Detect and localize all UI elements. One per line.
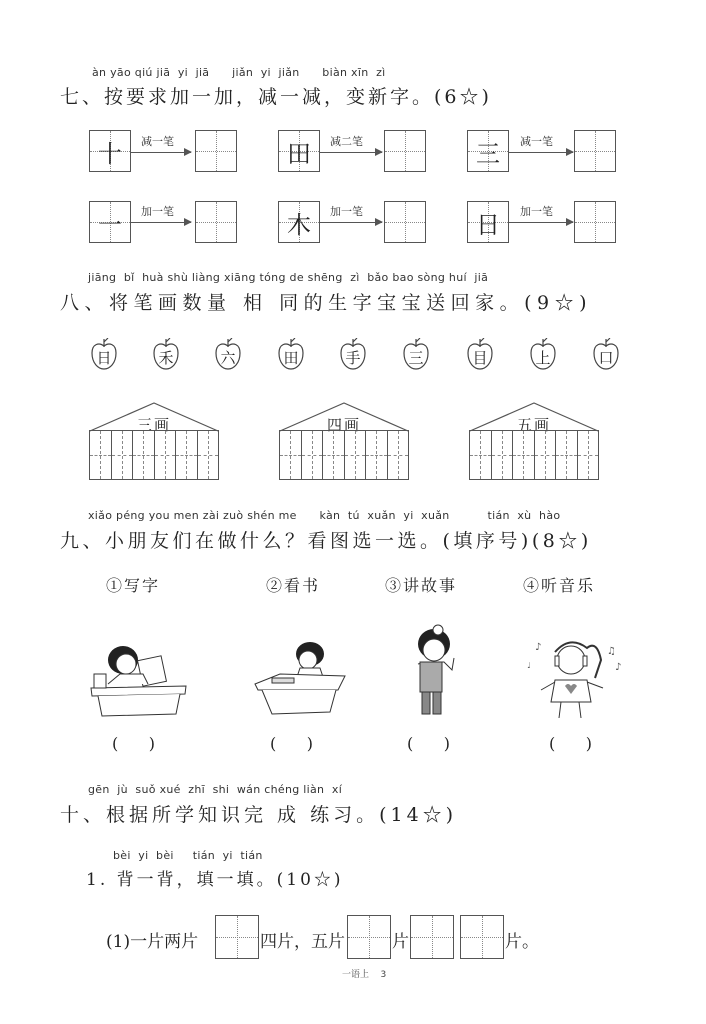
source-char-box: 一 <box>89 201 131 243</box>
apple-char[interactable]: 口 <box>591 338 621 370</box>
poem-text: 片 <box>392 932 409 952</box>
picture-girl-reading <box>88 640 188 722</box>
operation-label: 减二笔 <box>330 135 363 148</box>
source-char-box: 田 <box>278 130 320 172</box>
house-label: 三画 <box>136 416 171 434</box>
source-char-box: 十 <box>89 130 131 172</box>
house-five-strokes <box>469 402 599 482</box>
answer-blank[interactable]: ( ) <box>112 734 155 753</box>
option-4: ④听音乐 <box>523 576 596 595</box>
apple-char[interactable]: 三 <box>401 338 431 370</box>
section8-pinyin: jiāng bǐ huà shù liàng xiāng tóng de shēng zì bǎo bao sòng huí jiā <box>88 271 489 284</box>
operation-label: 加一笔 <box>330 205 363 218</box>
answer-box[interactable] <box>384 201 426 243</box>
source-char-box: 木 <box>278 201 320 243</box>
answer-box[interactable] <box>195 201 237 243</box>
operation-label: 减一笔 <box>141 135 174 148</box>
fill-box[interactable] <box>460 915 504 959</box>
operation-label: 加一笔 <box>141 205 174 218</box>
arrow-icon <box>320 222 382 223</box>
source-char-box: 三 <box>467 130 509 172</box>
answer-box[interactable] <box>574 201 616 243</box>
fill-box[interactable] <box>347 915 391 959</box>
answer-blank[interactable]: ( ) <box>270 734 313 753</box>
house-label: 四画 <box>326 416 361 434</box>
poem-text: (1)一片两片 <box>106 932 199 952</box>
operation-label: 减一笔 <box>520 135 553 148</box>
poem-text: 四片，五片 <box>260 932 345 952</box>
arrow-icon <box>509 222 573 223</box>
section8-title: 八、将笔画数量 相 同的生字宝宝送回家。(9☆) <box>60 292 592 314</box>
svg-text:♫: ♫ <box>607 646 616 657</box>
house-grid[interactable] <box>279 430 409 480</box>
apple-char[interactable]: 手 <box>338 338 368 370</box>
picture-boy-writing <box>250 640 350 722</box>
fill-box[interactable] <box>215 915 259 959</box>
arrow-icon <box>509 152 573 153</box>
option-2: ②看书 <box>266 576 321 595</box>
house-three-strokes <box>89 402 219 482</box>
answer-blank[interactable]: ( ) <box>549 734 592 753</box>
svg-text:♪: ♪ <box>615 662 622 673</box>
picture-child-storytelling <box>404 622 464 722</box>
option-3: ③讲故事 <box>385 576 458 595</box>
section9-pinyin: xiǎo péng you men zài zuò shén me kàn tú xuǎn yi xuǎn tián xù hào <box>88 509 561 522</box>
house-label: 五画 <box>516 416 551 434</box>
house-grid[interactable] <box>89 430 219 480</box>
answer-box[interactable] <box>195 130 237 172</box>
apple-char[interactable]: 六 <box>213 338 243 370</box>
operation-label: 加一笔 <box>520 205 553 218</box>
apple-char[interactable]: 田 <box>276 338 306 370</box>
section7-title: 七、按要求加一加，减一减，变新字。(6☆) <box>60 86 492 108</box>
section10-pinyin: gēn jù suǒ xué zhī shi wán chéng liàn xí <box>88 783 343 796</box>
house-grid[interactable] <box>469 430 599 480</box>
q1-title: 1. 背一背，填一填。(10☆) <box>86 870 344 890</box>
svg-text:♩: ♩ <box>527 661 531 670</box>
house-four-strokes <box>279 402 409 482</box>
apple-char[interactable]: 目 <box>465 338 495 370</box>
apple-char[interactable]: 禾 <box>151 338 181 370</box>
answer-box[interactable] <box>384 130 426 172</box>
arrow-icon <box>131 222 191 223</box>
source-char-box: 日 <box>467 201 509 243</box>
picture-girl-listening-music <box>525 630 625 722</box>
arrow-icon <box>320 152 382 153</box>
answer-box[interactable] <box>574 130 616 172</box>
fill-box[interactable] <box>410 915 454 959</box>
answer-blank[interactable]: ( ) <box>407 734 450 753</box>
poem-text: 片。 <box>505 932 539 952</box>
q1-pinyin: bèi yi bèi tián yi tián <box>113 849 263 862</box>
section7-pinyin: àn yāo qiú jiā yi jiā jiǎn yi jiǎn biàn xīn zì <box>92 66 386 79</box>
section9-title: 九、小朋友们在做什么？看图选一选。(填序号)(8☆) <box>60 530 592 552</box>
apple-char[interactable]: 上 <box>528 338 558 370</box>
section10-title: 十、根据所学知识完 成 练习。(14☆) <box>60 804 458 826</box>
page-footer: 一语上 3 <box>342 970 387 980</box>
arrow-icon <box>131 152 191 153</box>
svg-text:♪: ♪ <box>535 642 542 653</box>
option-1: ①写字 <box>106 576 161 595</box>
apple-char[interactable]: 日 <box>89 338 119 370</box>
